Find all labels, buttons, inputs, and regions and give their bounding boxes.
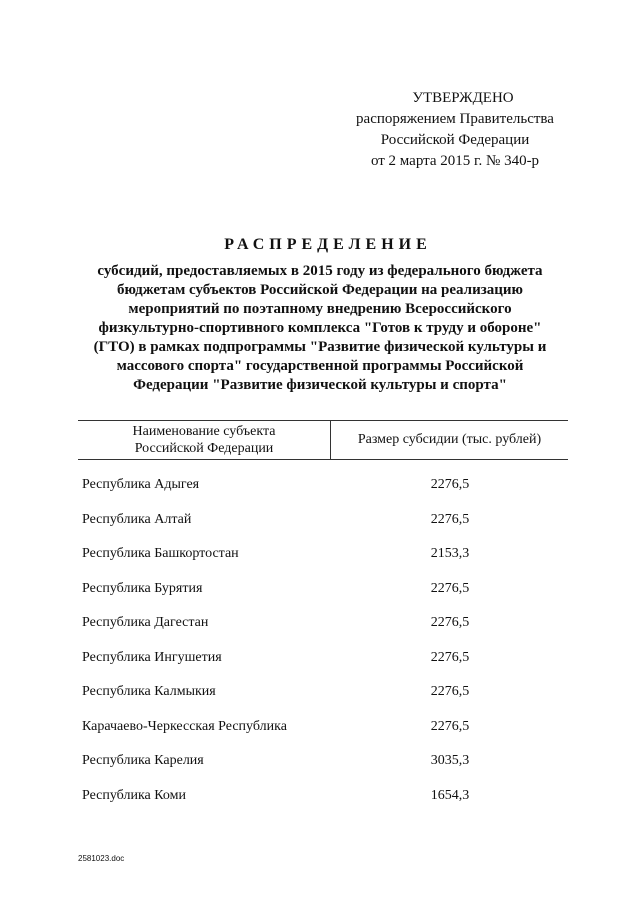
- table-row: [78, 779, 568, 814]
- region-name: Карачаево-Черкесская Республика: [82, 718, 287, 734]
- region-name: Республика Ингушетия: [82, 649, 222, 665]
- table-row: [78, 710, 568, 745]
- header-region-name-line-2: Российской Федерации: [134, 441, 274, 456]
- region-name: Республика Коми: [82, 787, 186, 803]
- region-name: Республика Дагестан: [82, 615, 209, 631]
- region-name: Республика Карелия: [82, 753, 204, 769]
- header-region-name: [78, 421, 331, 459]
- subtitle-line: (ГТО) в рамках подпрограммы "Развитие физической культуры и: [93, 339, 547, 355]
- subtitle-line: физкультурно-спортивного комплекса "Готов к труду и обороне": [98, 320, 542, 336]
- approval-line-1: распоряжением Правительства: [356, 111, 554, 127]
- subsidy-amount: 2276,5: [430, 615, 470, 631]
- subtitle-line: мероприятий по поэтапному внедрению Всероссийского: [128, 301, 512, 317]
- subsidy-amount: 2276,5: [430, 649, 470, 665]
- table-row: [78, 675, 568, 710]
- subsidy-amount: 2276,5: [430, 477, 470, 493]
- footer-filename: 2581023.doc: [78, 854, 125, 863]
- region-name: Республика Башкортостан: [82, 546, 239, 562]
- table-row: [78, 537, 568, 572]
- subsidy-amount: 2276,5: [430, 511, 470, 527]
- region-name: Республика Бурятия: [82, 580, 203, 596]
- table-body: [78, 468, 568, 813]
- subtitle-line: бюджетам субъектов Российской Федерации на реализацию: [117, 282, 523, 298]
- subsidy-table: [78, 420, 568, 803]
- approval-block: [340, 88, 570, 172]
- region-name: Республика Калмыкия: [82, 684, 216, 700]
- subsidy-amount: 2276,5: [430, 718, 470, 734]
- table-row: [78, 572, 568, 607]
- region-name: Республика Алтай: [82, 511, 192, 527]
- approval-line-3: от 2 марта 2015 г. № 340-р: [370, 153, 540, 169]
- table-row: [78, 468, 568, 503]
- table-header: [78, 420, 568, 460]
- subsidy-amount: 2153,3: [430, 546, 470, 562]
- header-region-name-line-1: Наименование субъекта: [132, 424, 276, 439]
- subtitle-line: Федерации "Развитие физической культуры и спорта": [133, 377, 507, 393]
- subsidy-amount: 3035,3: [430, 753, 470, 769]
- approval-line-2: Российской Федерации: [380, 132, 530, 148]
- table-row: [78, 641, 568, 676]
- region-name: Республика Адыгея: [82, 477, 200, 493]
- subtitle-line: массового спорта" государственной программы Российской: [116, 358, 524, 374]
- document-subtitle: [70, 262, 570, 395]
- table-row: [78, 744, 568, 779]
- subsidy-amount: 2276,5: [430, 684, 470, 700]
- header-subsidy-amount: Размер субсидии (тыс. рублей): [357, 432, 542, 447]
- document-title: РАСПРЕДЕЛЕНИЕ: [224, 236, 432, 253]
- table-row: [78, 606, 568, 641]
- approval-stamp: УТВЕРЖДЕНО: [412, 90, 514, 106]
- table-row: [78, 503, 568, 538]
- subsidy-amount: 1654,3: [430, 787, 470, 803]
- subtitle-line: субсидий, предоставляемых в 2015 году из федерального бюджета: [97, 263, 543, 279]
- subsidy-amount: 2276,5: [430, 580, 470, 596]
